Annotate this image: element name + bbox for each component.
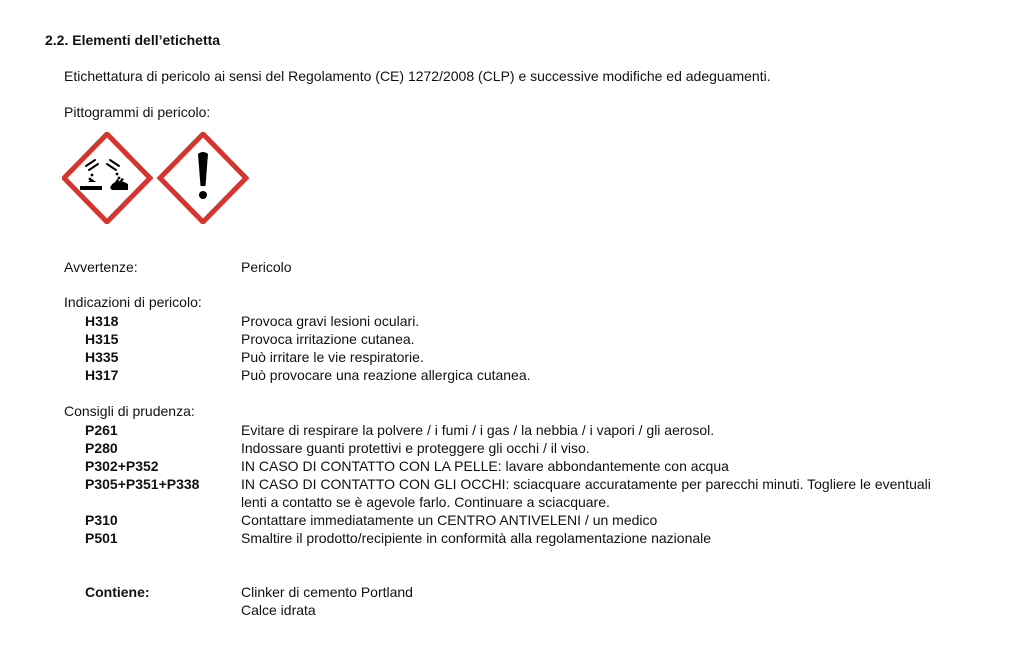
corrosion-pictogram-icon bbox=[64, 134, 150, 222]
exclamation-mark-pictogram-icon bbox=[160, 134, 246, 222]
precaution-code: P261 bbox=[85, 422, 118, 438]
section-title: 2.2. Elementi dell’etichetta bbox=[45, 32, 221, 48]
precaution-text-continued: lenti a contatto se è agevole farlo. Continuare a sciacquare. bbox=[241, 494, 610, 510]
precautionary-statements-label: Consigli di prudenza: bbox=[64, 403, 195, 419]
hazard-text: Provoca irritazione cutanea. bbox=[241, 331, 415, 347]
contains-item: Clinker di cemento Portland bbox=[241, 584, 413, 600]
precaution-code: P280 bbox=[85, 440, 118, 456]
labelling-intro: Etichettatura di pericolo ai sensi del Regolamento (CE) 1272/2008 (CLP) e successive modifiche ed adeguamenti. bbox=[64, 68, 771, 84]
precaution-text: IN CASO DI CONTATTO CON GLI OCCHI: sciacquare accuratamente per parecchi minuti. Togliere le eventuali bbox=[241, 476, 931, 492]
precaution-text: Indossare guanti protettivi e proteggere gli occhi / il viso. bbox=[241, 440, 590, 456]
precaution-code: P305+P351+P338 bbox=[85, 476, 200, 492]
precaution-code: P310 bbox=[85, 512, 118, 528]
precaution-text: Smaltire il prodotto/recipiente in conformità alla regolamentazione nazionale bbox=[241, 530, 712, 546]
hazard-code: H317 bbox=[85, 367, 119, 383]
signal-word-label: Avvertenze: bbox=[64, 259, 138, 275]
hazard-pictograms bbox=[62, 132, 252, 224]
hazard-text: Provoca gravi lesioni oculari. bbox=[241, 313, 420, 329]
precaution-text: Contattare immediatamente un CENTRO ANTIVELENI / un medico bbox=[241, 512, 658, 528]
hazard-code: H318 bbox=[85, 313, 119, 329]
hazard-text: Può provocare una reazione allergica cutanea. bbox=[241, 367, 531, 383]
pictograms-label: Pittogrammi di pericolo: bbox=[64, 104, 211, 120]
hazard-statements-label: Indicazioni di pericolo: bbox=[64, 294, 202, 310]
contains-item: Calce idrata bbox=[241, 602, 316, 618]
contains-label: Contiene: bbox=[85, 584, 150, 600]
precaution-code: P302+P352 bbox=[85, 458, 159, 474]
hazard-text: Può irritare le vie respiratorie. bbox=[241, 349, 424, 365]
signal-word-value: Pericolo bbox=[241, 259, 292, 275]
precaution-text: Evitare di respirare la polvere / i fumi / i gas / la nebbia / i vapori / gli aerosol. bbox=[241, 422, 715, 438]
hazard-code: H315 bbox=[85, 331, 119, 347]
hazard-code: H335 bbox=[85, 349, 119, 365]
precaution-code: P501 bbox=[85, 530, 118, 546]
precaution-text: IN CASO DI CONTATTO CON LA PELLE: lavare abbondantemente con acqua bbox=[241, 458, 729, 474]
